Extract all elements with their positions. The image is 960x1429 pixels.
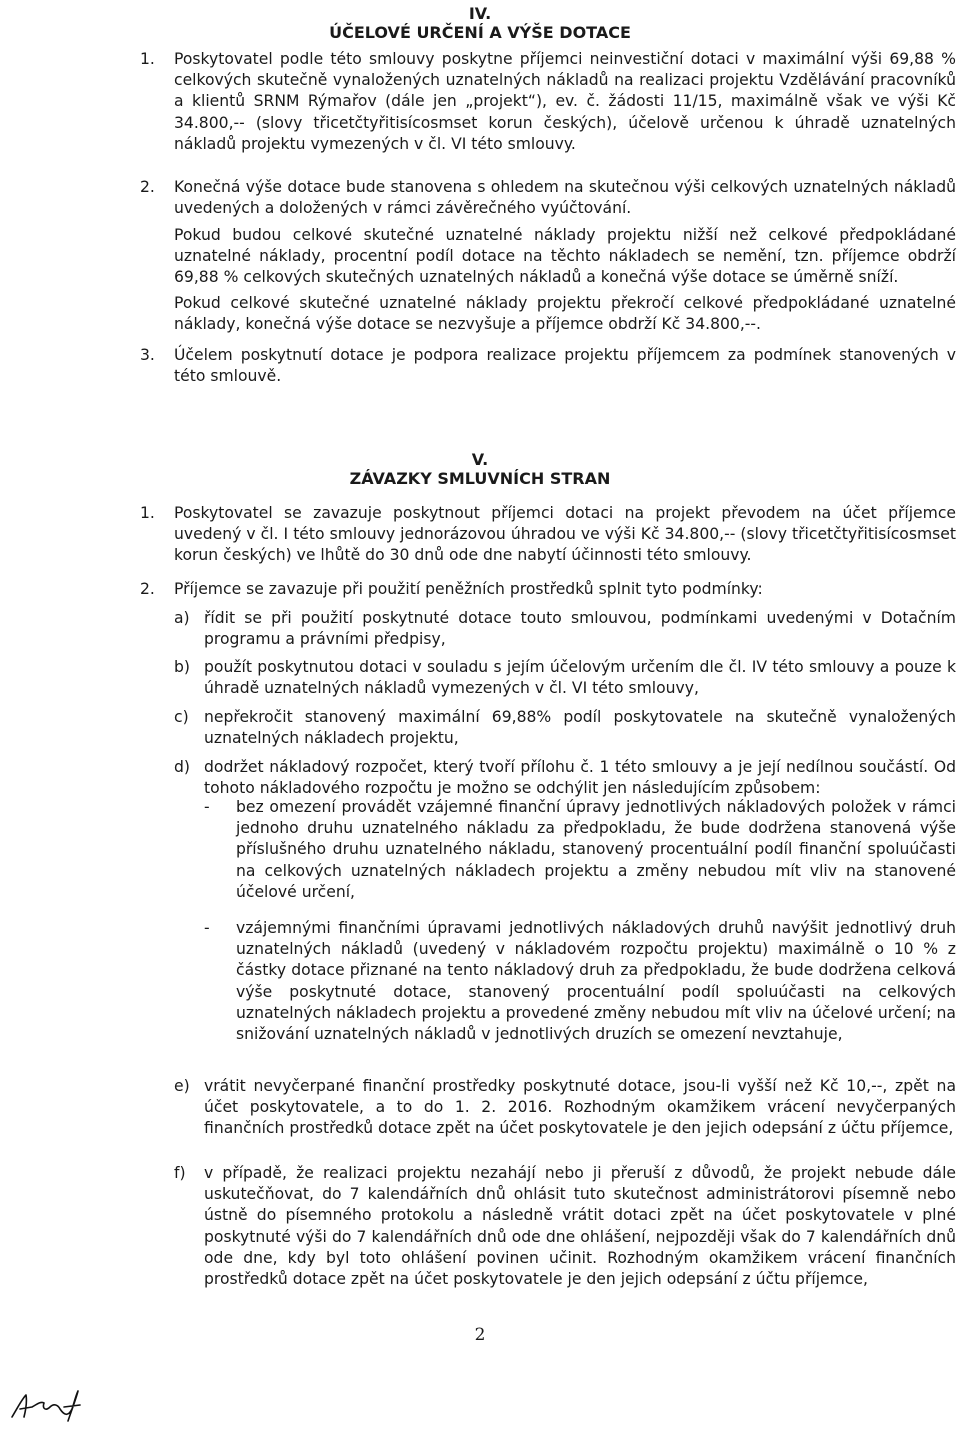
list-item-letter: d) [174,758,190,776]
signature-initials-icon [8,1387,88,1423]
section-roman-iv: IV. [468,4,492,23]
paragraph-text: Pokud budou celkové skutečné uznatelné náklady projektu nižší než celkové předpokládané uznatelné náklady, procentní podíl dotace na těchto nákladech se nemění, tzn. příjemce obdrží 69,88 % celkových skutečných uznatelných nákladů a konečná výše dotace se úměrně sníží. [174,226,956,287]
list-item-text: dodržet nákladový rozpočet, který tvoří přílohu č. 1 této smlouvy a je její nedílnou součástí. Od tohoto nákladového rozpočtu je možno se odchýlit jen následujícím způsobem: [204,758,956,798]
paragraph-text: Poskytovatel se zavazuje poskytnout příjemci dotaci na projekt převodem na účet příjemce uvedený v čl. I této smlouvy jednorázovou úhradou ve výši Kč 34.800,-- (slovy třicetčtyřitisícosmset korun českých) ve lhůtě do 30 dnů ode dne nabytí účinnosti této smlouvy. [174,504,956,565]
paragraph-text: Konečná výše dotace bude stanovena s ohledem na skutečnou výši celkových uznatelných nákladů uvedených a doložených v rámci závěrečného vyúčtování. [174,178,956,218]
paragraph-text: Poskytovatel podle této smlouvy poskytne příjemci neinvestiční dotaci v maximální výši 69,88 % celkových skutečně vynaložených uznatelných nákladů na realizaci projektu Vzdělávání pracovníků a klientů SRNM Rýmařov (dále jen „projekt“), ev. č. žádosti 11/15, maximálně však ve výši Kč 34.800,-- (slovy třicetčtyřitisícosmset korun českých), účelově určenou k úhradě uznatelných nákladů projektu vymezených v čl. VI této smlouvy. [174,50,956,153]
paragraph-text: Pokud celkové skutečné uznatelné náklady projektu překročí celkové předpokládané uznatelné náklady, konečná výše dotace se nezvyšuje a příjemce obdrží Kč 34.800,--. [174,294,956,334]
list-item-letter: f) [174,1164,186,1182]
paragraph-number: 2. [140,580,155,598]
dash-bullet: - [204,919,210,937]
paragraph-text: Příjemce se zavazuje při použití peněžních prostředků splnit tyto podmínky: [174,580,763,598]
list-item-text: v případě, že realizaci projektu nezahájí nebo ji přeruší z důvodů, že projekt nebude dále uskutečňovat, do 7 kalendářních dnů ohlásit tuto skutečnost administrátorovi písemně nebo ústně do písemného protokolu a následně vrátit dotaci zpět na účet poskytovatele v plné poskytnuté výši do 7 kalendářních dnů ode dne ohlášení, nejpozději však do 7 kalendářních dnů ode dne, kdy byl toto ohlášení povinen učinit. Rozhodným okamžikem vrácení finančních prostředků dotace zpět na účet poskytovatele je den jejich odepsání z účtu příjemce, [204,1164,956,1289]
section-roman-v: V. [471,450,489,469]
paragraph-number: 2. [140,178,155,196]
paragraph-number: 1. [140,504,155,522]
paragraph-number: 3. [140,346,155,364]
sub-item-text: bez omezení provádět vzájemné finanční úpravy jednotlivých nákladových položek v rámci jednoho druhu uznatelného nákladu za předpokladu, že bude dodržena stanovená výše příslušného druhu uznatelného nákladu, stanovený procentuální podíl finanční spoluúčasti na celkových uznatelných nákladech projektu a změny nebudou mít vliv na stanovené účelové určení, [236,798,956,901]
section-title-v: ZÁVAZKY SMLUVNÍCH STRAN [349,469,611,488]
list-item-letter: e) [174,1077,190,1095]
page-number: 2 [474,1325,486,1345]
paragraph-number: 1. [140,50,155,68]
paragraph-text: Účelem poskytnutí dotace je podpora realizace projektu příjemcem za podmínek stanovených v této smlouvě. [174,346,956,386]
list-item-text: nepřekročit stanovený maximální 69,88% podíl poskytovatele na skutečně vynaložených uznatelných nákladech projektu, [204,708,956,748]
list-item-text: vrátit nevyčerpané finanční prostředky poskytnuté dotace, jsou-li vyšší než Kč 10,--, zpět na účet poskytovatele, a to do 1. 2. 2016. Rozhodným okamžikem vrácení nevyčerpaných finančních prostředků dotace zpět na účet poskytovatele je den jejich odepsání z účtu příjemce, [204,1077,956,1138]
sub-item-text: vzájemnými finančními úpravami jednotlivých nákladových druhů navýšit jednotlivý druh uznatelných nákladů (uvedený v nákladovém rozpočtu projektu) maximálně o 10 % z částky dotace přiznané na tento nákladový druh za předpokladu, že bude dodržena celková výše poskytnuté dotace, stanovený procentuální podíl spoluúčasti na celkových uznatelných nákladech projektu a provedené změny nebudou mít vliv na účelové určení; na snižování uznatelných nákladů v jednotlivých druzích se omezení nevztahuje, [236,919,956,1044]
list-item-letter: b) [174,658,190,676]
list-item-letter: c) [174,708,189,726]
list-item-letter: a) [174,609,190,627]
dash-bullet: - [204,798,210,816]
list-item-text: řídit se při použití poskytnuté dotace touto smlouvou, podmínkami uvedenými v Dotačním programu a právními předpisy, [204,609,956,649]
list-item-text: použít poskytnutou dotaci v souladu s jejím účelovým určením dle čl. IV této smlouvy a pouze k úhradě uznatelných nákladů vymezených v čl. VI této smlouvy, [204,658,956,698]
section-title-iv: ÚČELOVÉ URČENÍ A VÝŠE DOTACE [329,23,631,42]
